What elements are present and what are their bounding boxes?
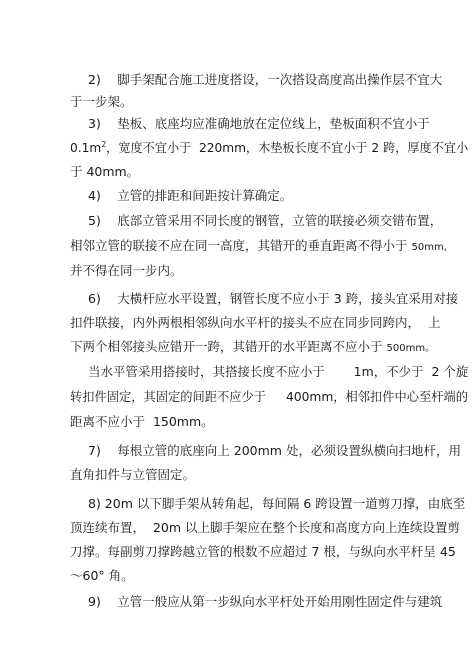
item-3-line-2 <box>70 140 468 156</box>
item-8-line-2: 顶连续布置， 20m 以上脚手架应在整个长度和高度方向上连续设置剪 <box>70 520 461 535</box>
item-3-line-2-rest: ，宽度不宜小于 220mm，木垫板长度不宜小于 2 跨，厚度不宜小 <box>106 140 469 155</box>
item-5-line-1: 5) 底部立管采用不同长度的钢管，立管的联接必须交错布置， <box>88 213 443 228</box>
item-7-line-1: 7) 每根立管的底座向上 200mm 处，必须设置纵横向扫地杆，用 <box>88 443 461 458</box>
item-8-line-4: ～60° 角。 <box>70 568 134 583</box>
item-6-line-2: 扣件联接，内外两根相邻纵向水平杆的接头不应在同步同跨内， 上 <box>70 315 441 330</box>
item-6-line-3 <box>70 339 435 357</box>
lap-joint-line-3: 距离不应小于 150mm。 <box>70 414 214 429</box>
item-4-line-1: 4) 立管的排距和间距按计算确定。 <box>88 188 293 203</box>
item-5-line-2-text: 相邻立管的联接不应在同一高度，其错开的垂直距离不得小于 <box>70 238 412 253</box>
item-3-line-3: 于 40mm。 <box>70 164 140 179</box>
area-value: 0.1m <box>70 140 102 155</box>
item-5-line-3: 并不得在同一步内。 <box>70 263 183 278</box>
item-2-line-1: 2) 脚手架配合施工进度搭设，一次搭设高度高出操作层不宜大 <box>88 72 443 87</box>
item-2-line-2: 于一步架。 <box>70 94 133 109</box>
item-6-line-1: 6) 大横杆应水平设置，钢管长度不应小于 3 跨，接头宜采用对接 <box>88 291 459 306</box>
spacing-value: 50mm, <box>411 242 447 253</box>
item-9-line-1: 9) 立管一般应从第一步纵向水平杆处开始用刚性固定件与建筑 <box>88 594 443 609</box>
horizontal-distance-value: 500mm。 <box>386 343 436 354</box>
item-7-line-2: 直角扣件与立管固定。 <box>70 467 196 482</box>
area-exponent: 2 <box>101 139 107 149</box>
lap-joint-line-2: 转扣件固定，其固定的间距不应少于 400mm，相邻扣件中心至杆端的 <box>70 389 469 404</box>
item-8-line-1: 8) 20m 以下脚手架从转角起，每间隔 6 跨设置一道剪刀撑，由底至 <box>88 496 466 511</box>
lap-joint-line-1: 当水平管采用搭接时，其搭接长度不应小于 1m，不少于 2 个旋 <box>88 364 469 379</box>
item-5-line-2 <box>70 238 447 256</box>
item-8-line-3: 刀撑。每副剪刀撑跨越立管的根数不应超过 7 根，与纵向水平杆呈 45 <box>70 544 456 559</box>
item-3-line-1: 3) 垫板、底座均应准确地放在定位线上，垫板面积不宜小于 <box>88 116 430 131</box>
item-6-line-3-text: 下两个相邻接头应错开一跨，其错开的水平距离不应小于 <box>70 339 387 354</box>
